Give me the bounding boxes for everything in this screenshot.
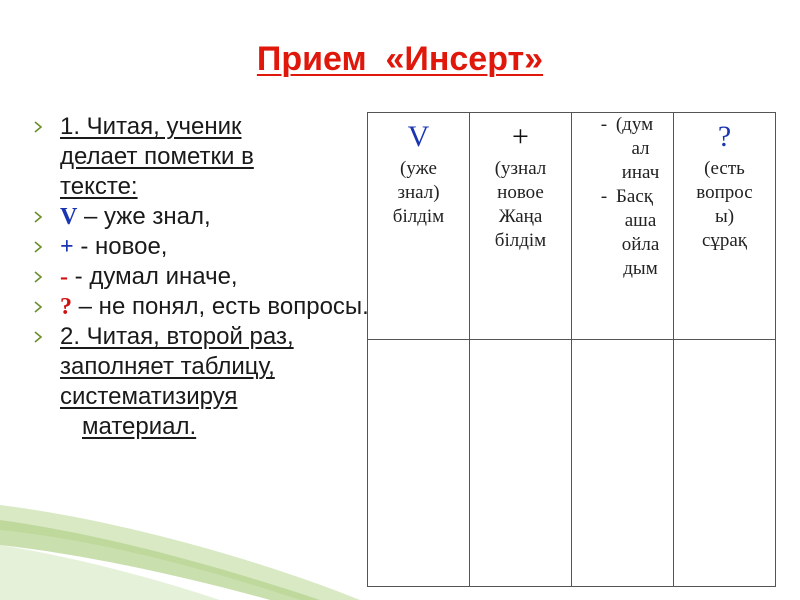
cell-line: знал)	[397, 182, 440, 203]
list-item-text: - думал иначе,	[68, 263, 238, 290]
list-item-text: систематизируя	[60, 383, 238, 410]
list-item-text: делает пометки в	[60, 143, 254, 170]
list-item-text: материал.	[82, 413, 197, 440]
table-cell-col2	[470, 113, 572, 340]
cell-line: (есть	[704, 158, 745, 179]
cell-line: вопрос	[696, 182, 753, 203]
cell-line: (уже	[400, 158, 437, 179]
list-item	[32, 322, 372, 442]
cell-line: білдім	[494, 230, 547, 251]
cell-line: білдім	[392, 206, 445, 227]
list-item-text: - новое,	[73, 233, 168, 260]
list-item-text: заполняет таблицу,	[60, 353, 275, 380]
list-item	[32, 202, 372, 232]
cell-line: сұрақ	[701, 230, 748, 251]
cell-line: - (дум	[592, 114, 653, 135]
arrow-bullet-icon	[32, 331, 44, 343]
cell-line: инач	[621, 162, 660, 183]
cell-line: - Басқ	[592, 186, 653, 207]
symbol-plus: +	[60, 234, 74, 260]
cell-line: Жаңа	[498, 206, 543, 227]
cell-line: новое	[497, 182, 544, 203]
list-item-text: тексте:	[60, 173, 138, 200]
table-header-row	[368, 113, 776, 340]
symbol-plus: +	[512, 120, 529, 153]
list-item	[32, 112, 372, 202]
cell-line: ойла	[621, 234, 660, 255]
symbol-question: ?	[60, 294, 72, 320]
list-item	[32, 232, 372, 262]
arrow-bullet-icon	[32, 241, 44, 253]
list-item-text: 1. Читая, ученик	[60, 113, 242, 140]
symbol-question: ?	[717, 120, 732, 153]
arrow-bullet-icon	[32, 271, 44, 283]
page-title: Прием «Инсерт»	[256, 40, 544, 78]
table-cell-col1	[368, 113, 470, 340]
arrow-bullet-icon	[32, 301, 44, 313]
table-body-row	[368, 340, 776, 587]
table-cell-col4	[674, 113, 776, 340]
symbol-minus: -	[60, 264, 68, 290]
arrow-bullet-icon	[32, 121, 44, 133]
cell-line: ы)	[714, 206, 735, 227]
dash-marker: -	[600, 114, 608, 135]
list-item-text: – уже знал,	[77, 203, 211, 230]
insert-table	[367, 112, 776, 587]
cell-line: ал	[631, 138, 650, 159]
table-cell-col3	[572, 113, 674, 340]
cell-line: дым	[623, 258, 658, 279]
empty-cell[interactable]	[572, 340, 674, 587]
list-item-text: – не понял, есть вопросы.	[72, 293, 369, 320]
symbol-v: V	[407, 120, 430, 153]
instruction-list	[32, 112, 372, 442]
cell-line: (узнал	[494, 158, 547, 179]
list-item-text: 2. Читая, второй раз,	[60, 323, 294, 350]
list-item	[32, 292, 372, 322]
dash-marker: -	[600, 186, 608, 207]
symbol-v: V	[60, 204, 78, 230]
arrow-bullet-icon	[32, 211, 44, 223]
empty-cell[interactable]	[470, 340, 572, 587]
cell-line: аша	[624, 210, 657, 231]
empty-cell[interactable]	[368, 340, 470, 587]
empty-cell[interactable]	[674, 340, 776, 587]
list-item	[32, 262, 372, 292]
